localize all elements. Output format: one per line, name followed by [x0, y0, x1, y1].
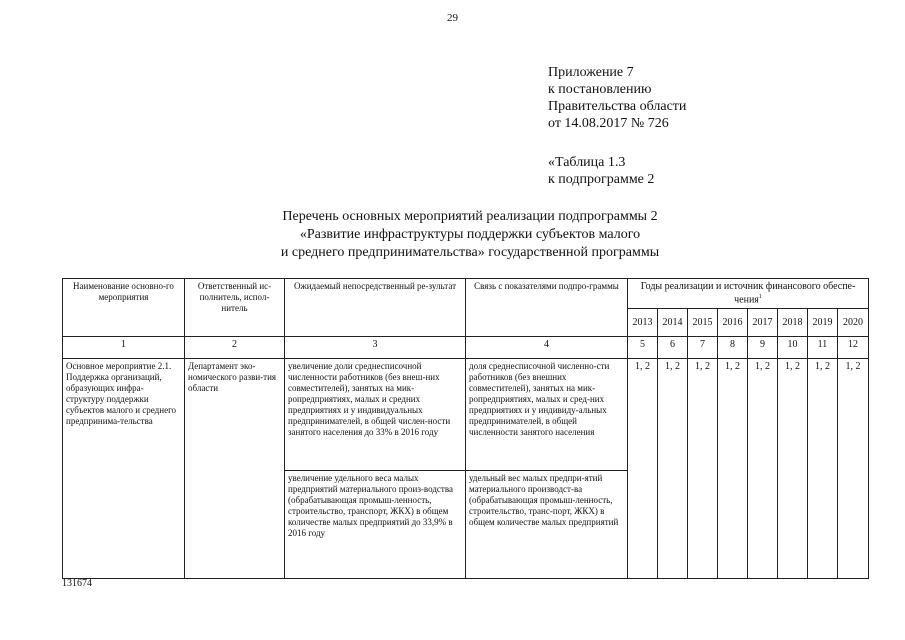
measures-table	[62, 278, 869, 579]
year-cell: 2018	[778, 309, 808, 337]
result-cell: увеличение доли среднесписочной численности работников (без внеш-них совместителей), занятых на мик-ропредприятиях, малых и средних предприятиях и у индивидуальных предпринимателей, в общей числен-ности занятого населения до 33% в 2016 году	[285, 359, 466, 471]
year-cell: 2013	[628, 309, 658, 337]
column-number: 11	[808, 337, 838, 359]
header-result: Ожидаемый непосредственный ре-зультат	[285, 279, 466, 337]
source-cell: 1, 2	[838, 359, 869, 579]
measure-name-cell: Основное мероприятие 2.1. Поддержка организаций, образующих инфра-структуру поддержки субъектов малого и среднего предпринима-тельства	[63, 359, 185, 579]
footnote-marker: 1	[758, 294, 762, 300]
year-cell: 2016	[718, 309, 748, 337]
column-number: 7	[688, 337, 718, 359]
column-number: 3	[285, 337, 466, 359]
year-cell: 2014	[658, 309, 688, 337]
header-years-group	[628, 279, 869, 309]
link-cell: удельный вес малых предпри-ятий материального производст-ва (обрабатывающая промыш-ленность, строительство, транс-порт, ЖКХ) в общем количестве малых предприятий	[466, 471, 628, 579]
appendix-line: к постановлению	[548, 82, 652, 97]
year-cell: 2020	[838, 309, 869, 337]
source-cell: 1, 2	[778, 359, 808, 579]
column-number: 10	[778, 337, 808, 359]
column-number: 4	[466, 337, 628, 359]
page-number: 29	[447, 12, 458, 24]
column-number: 6	[658, 337, 688, 359]
column-number: 9	[748, 337, 778, 359]
source-cell: 1, 2	[718, 359, 748, 579]
appendix-line: Правительства области	[548, 99, 687, 114]
footer-code: 131674	[62, 578, 92, 589]
appendix-line: Приложение 7	[548, 65, 634, 80]
table-reference-line: к подпрограмме 2	[548, 172, 655, 187]
column-number: 2	[185, 337, 285, 359]
title-line: Перечень основных мероприятий реализации подпрограммы 2	[282, 209, 658, 224]
column-number: 8	[718, 337, 748, 359]
appendix-block	[548, 64, 686, 132]
column-number: 12	[838, 337, 869, 359]
title-line: и среднего предпринимательства» государственной программы	[280, 245, 660, 260]
executor-cell: Департамент эко-номического разви-тия области	[185, 359, 285, 579]
header-years-group-label: Годы реализации и источник финансового обеспе-чения	[640, 281, 856, 306]
year-cell: 2019	[808, 309, 838, 337]
year-cell: 2015	[688, 309, 718, 337]
table-reference	[548, 154, 654, 188]
appendix-line: от 14.08.2017 № 726	[548, 116, 669, 131]
source-cell: 1, 2	[688, 359, 718, 579]
title-line: «Развитие инфраструктуры поддержки субъектов малого	[299, 227, 641, 242]
column-number: 5	[628, 337, 658, 359]
year-cell: 2017	[748, 309, 778, 337]
column-number: 1	[63, 337, 185, 359]
source-cell: 1, 2	[628, 359, 658, 579]
source-cell: 1, 2	[748, 359, 778, 579]
header-name: Наименование основно-го мероприятия	[63, 279, 185, 337]
header-link: Связь с показателями подпро-граммы	[466, 279, 628, 337]
source-cell: 1, 2	[658, 359, 688, 579]
link-cell: доля среднесписочной численно-сти работников (без внешних совместителей), занятых на мик-ропредприятиях, малых и сред-них предприятиях и у индивиду-альных предпринимателей, в общей численности занятого населения	[466, 359, 628, 471]
table-reference-line: «Таблица 1.3	[548, 155, 626, 170]
header-executor: Ответственный ис-полнитель, испол-нитель	[185, 279, 285, 337]
result-cell: увеличение удельного веса малых предприятий материального произ-водства (обрабатывающая промыш-ленность, строительство, транспорт, ЖКХ) в общем количестве малых предприятий до 33,9% в 2016 году	[285, 471, 466, 579]
document-title	[230, 208, 710, 262]
source-cell: 1, 2	[808, 359, 838, 579]
